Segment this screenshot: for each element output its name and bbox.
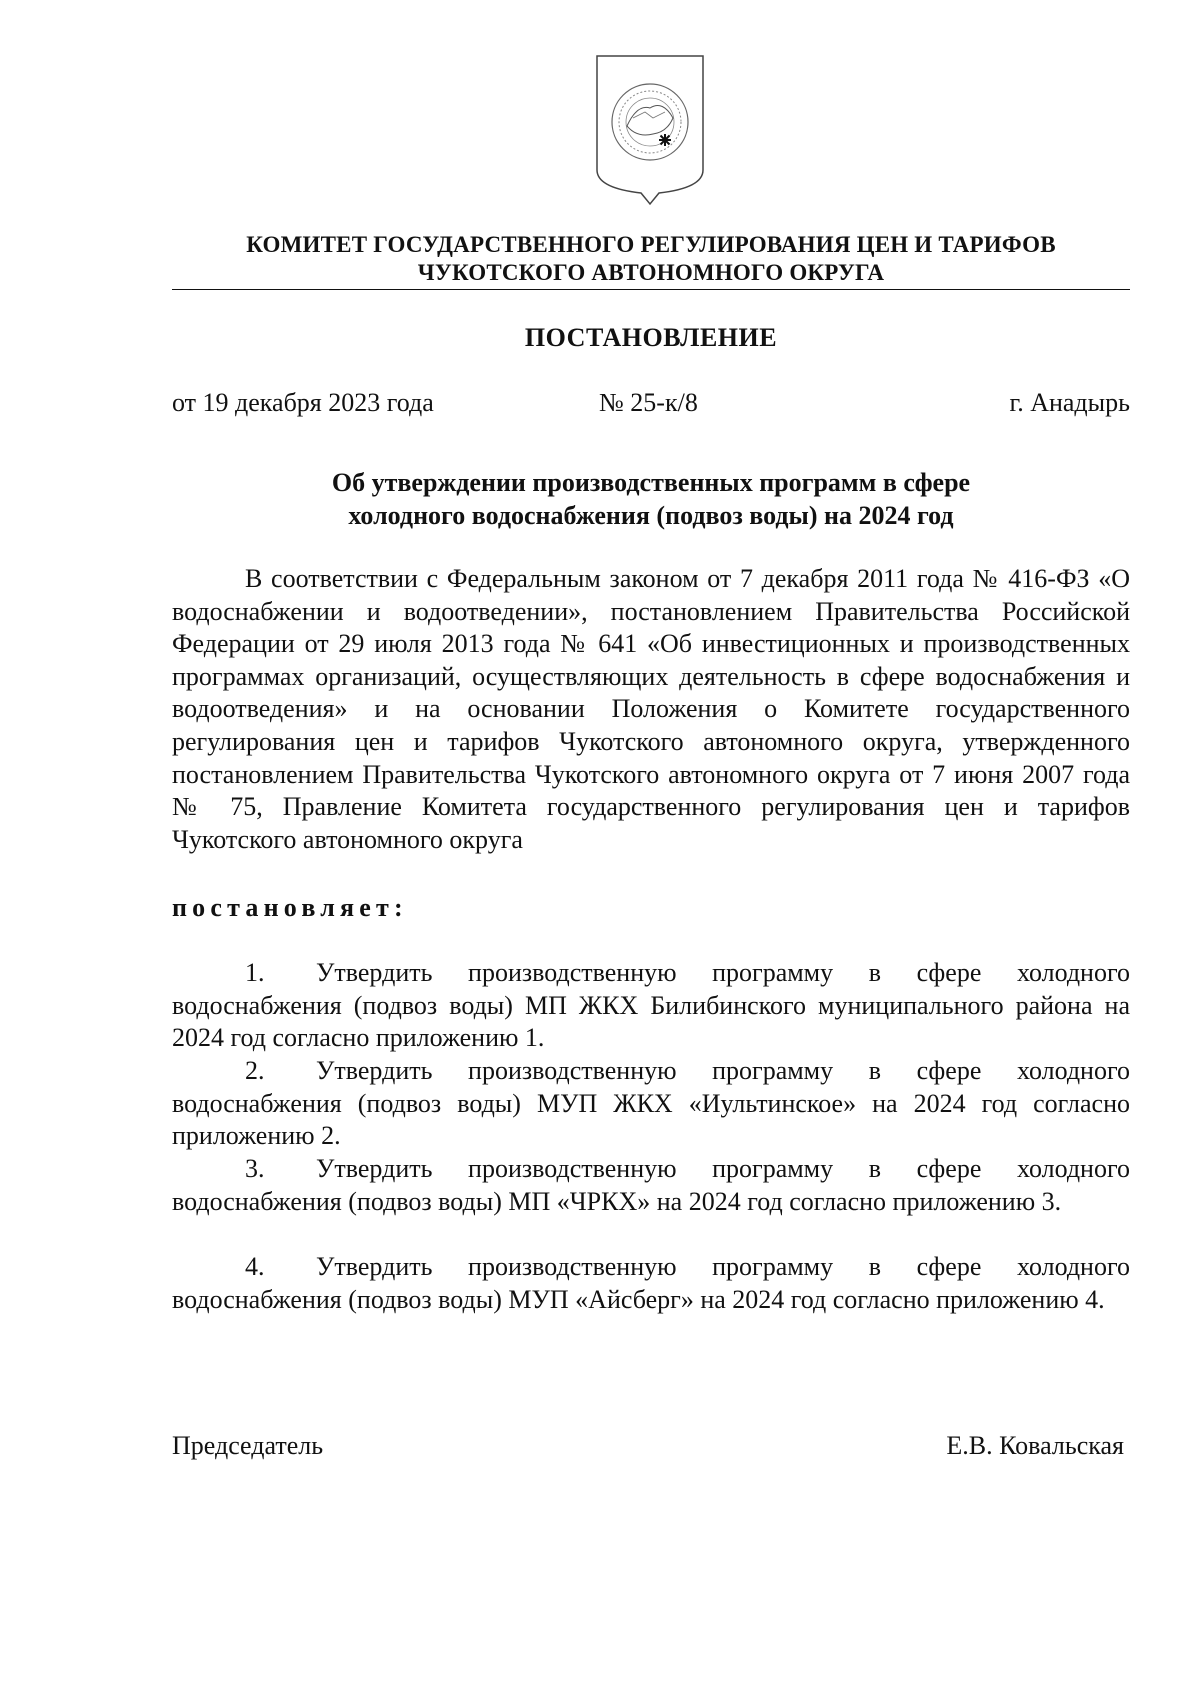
signatory-name: Е.В. Ковальская <box>946 1431 1124 1460</box>
header-divider <box>172 289 1130 290</box>
item-number: 1. <box>245 958 265 987</box>
item-text: Утвердить производственную программу в сфере холодного водоснабжения (подвоз воды) МУП ЖКХ «Иультинское» на 2024 год согласно приложению 2. <box>172 1056 1130 1151</box>
item-number: 3. <box>245 1154 265 1183</box>
resolves-heading: постановляет: <box>172 893 408 922</box>
document-date: от 19 декабря 2023 года <box>172 388 434 417</box>
subject-line2: холодного водоснабжения (подвоз воды) на 2024 год <box>348 501 954 530</box>
item-number: 2. <box>245 1056 265 1085</box>
org-name-line2: ЧУКОТСКОГО АВТОНОМНОГО ОКРУГА <box>417 260 885 285</box>
coat-of-arms-icon <box>593 52 707 206</box>
preamble-paragraph: В соответствии с Федеральным законом от 7 декабря 2011 года № 416-ФЗ «О водоснабжении и водоотведении», постановлением Правительства Российской Федерации от 29 июля 2013 года № 641 «Об инвестиционных и производственных программах организаций, осуществляющих деятельность в сфере водоснабжения и водоотведения» и на основании Положения о Комитете государственного регулирования цен и тарифов Чукотского автономного округа, утвержденного постановлением Правительства Чукотского автономного округа от 7 июня 2007 года № 75, Правление Комитета государственного регулирования цен и тарифов Чукотского автономного округа <box>172 564 1130 854</box>
list-item <box>172 1055 1130 1153</box>
list-item <box>172 957 1130 1055</box>
signatory-position: Председатель <box>172 1431 324 1460</box>
item-text: Утвердить производственную программу в сфере холодного водоснабжения (подвоз воды) МП ЖКХ Билибинского муниципального района на 2024 год согласно приложению 1. <box>172 958 1130 1053</box>
document-number: № 25-к/8 <box>599 388 698 417</box>
list-item <box>172 1251 1130 1316</box>
org-name-line1: КОМИТЕТ ГОСУДАРСТВЕННОГО РЕГУЛИРОВАНИЯ ЦЕН И ТАРИФОВ <box>246 232 1056 257</box>
item-number: 4. <box>245 1252 265 1281</box>
subject-line1: Об утверждении производственных программ в сфере <box>331 468 971 497</box>
item-text: Утвердить производственную программу в сфере холодного водоснабжения (подвоз воды) МП «ЧРКХ» на 2024 год согласно приложению 3. <box>172 1154 1130 1216</box>
document-city: г. Анадырь <box>1009 388 1130 417</box>
item-text: Утвердить производственную программу в сфере холодного водоснабжения (подвоз воды) МУП «Айсберг» на 2024 год согласно приложению 4. <box>172 1252 1130 1314</box>
document-type: ПОСТАНОВЛЕНИЕ <box>524 323 778 352</box>
list-item <box>172 1153 1130 1218</box>
